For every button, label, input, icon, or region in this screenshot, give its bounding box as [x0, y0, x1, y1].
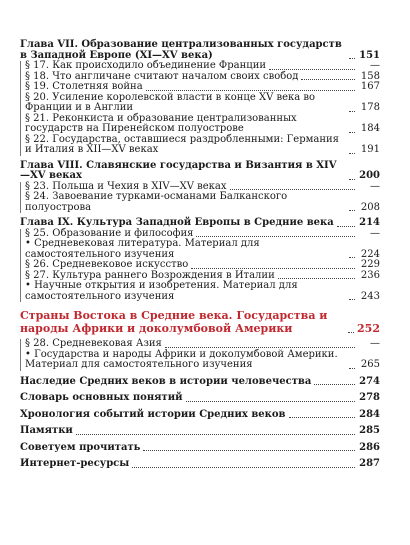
toc-item[interactable] — [23, 339, 380, 350]
item-title: § 21. Реконкиста и образование централизованных государств на Пиренейском полуострове — [25, 112, 297, 134]
toc-section-chapter-7 — [20, 40, 380, 156]
page-number: 284 — [359, 408, 380, 420]
page-number: 285 — [359, 425, 380, 436]
chapter-title: Глава IX. Культура Западной Европы в Средние века — [20, 217, 334, 228]
toc-section-chapter-9 — [20, 218, 380, 302]
chapter-title: Советуем прочитать — [20, 441, 141, 453]
chapter-title: Глава VIII. Славянские государства и Византия в XIV—XV веках — [20, 159, 337, 181]
toc-chapter-entry[interactable] — [20, 218, 380, 229]
page-number: 151 — [359, 49, 380, 61]
toc-item[interactable] — [23, 61, 380, 72]
toc-item[interactable] — [23, 192, 380, 213]
page-number: 208 — [360, 201, 380, 213]
page-number: 184 — [360, 123, 380, 134]
page-number: 278 — [359, 392, 380, 403]
item-title: § 22. Государства, оставшиеся раздробленными: Германия и Италия в XII—XV веках — [25, 133, 339, 155]
toc-item[interactable] — [23, 239, 380, 260]
leader-dots — [349, 257, 355, 258]
item-title: § 25. Образование и философия — [25, 227, 194, 239]
chapter-title: Интернет-ресурсы — [20, 458, 130, 469]
toc-item[interactable] — [23, 281, 380, 302]
chapter-title: Глава VII. Образование централизованных государств в Западной Европе (XI—XV века) — [20, 39, 342, 61]
page-number: — — [370, 60, 380, 71]
toc-item[interactable] — [23, 82, 380, 93]
leader-dots — [146, 90, 355, 91]
item-title: § 20. Усиление королевской власти в конце XV века во Франции и в Англии — [25, 91, 316, 113]
page-number: — — [370, 227, 380, 239]
leader-dots — [349, 58, 355, 59]
toc-items — [20, 61, 380, 156]
leader-dots — [230, 189, 355, 190]
page-number: 224 — [360, 248, 380, 260]
leader-dots — [301, 79, 355, 80]
leader-dots — [76, 434, 355, 435]
toc-section-east — [20, 310, 380, 371]
toc-items — [20, 229, 380, 303]
chapter-title: Памятки — [20, 425, 73, 436]
toc-chapter-entry[interactable] — [20, 426, 380, 437]
toc-section-chapter-8 — [20, 161, 380, 214]
leader-dots — [196, 236, 355, 237]
item-title: • Государства и народы Африки и доколумбовой Америки. Материал для самостоятельного изучения — [25, 348, 338, 370]
toc-chapter-entry[interactable] — [20, 40, 380, 61]
item-title: § 28. Средневековая Азия — [25, 338, 162, 349]
toc-items — [20, 182, 380, 214]
page-number: 252 — [357, 321, 380, 335]
page-number: 158 — [360, 70, 380, 82]
page-number: — — [370, 180, 380, 192]
toc-item[interactable] — [23, 93, 380, 114]
page-number: 287 — [359, 458, 380, 469]
toc-chapter-entry[interactable] — [20, 443, 380, 454]
toc-chapter-entry[interactable] — [20, 410, 380, 421]
page-number: 286 — [359, 441, 380, 453]
page-number: 274 — [359, 375, 380, 387]
leader-dots — [191, 268, 355, 269]
page-number: 167 — [360, 81, 380, 92]
item-title: § 24. Завоевание турками-османами Балканского полуострова — [25, 191, 288, 213]
toc-items — [20, 339, 380, 371]
leader-dots — [143, 450, 355, 451]
toc-chapter-entry[interactable] — [20, 393, 380, 404]
chapter-title: Страны Востока в Средние века. Государства и народы Африки и доколумбовой Америки — [20, 309, 328, 335]
table-of-contents — [20, 40, 380, 470]
page-number: 178 — [360, 102, 380, 113]
toc-chapter-entry[interactable] — [20, 459, 380, 470]
leader-dots — [349, 368, 355, 369]
toc-chapter-entry[interactable] — [20, 161, 380, 182]
item-title: • Научные открытия и изобретения. Материал для самостоятельного изучения — [25, 280, 298, 302]
item-title: § 17. Как происходило объединение Франции — [25, 60, 267, 71]
page-number: 200 — [359, 170, 380, 181]
leader-dots — [132, 467, 355, 468]
leader-dots — [349, 153, 355, 154]
leader-dots — [314, 384, 355, 385]
leader-dots — [186, 401, 355, 402]
item-title: § 19. Столетняя война — [25, 81, 143, 92]
item-title: § 27. Культура раннего Возрождения в Италии — [25, 269, 275, 281]
toc-chapter-entry[interactable] — [20, 310, 380, 335]
toc-item[interactable] — [23, 135, 380, 156]
chapter-title: Хронология событий истории Средних веков — [20, 408, 286, 420]
leader-dots — [349, 111, 355, 112]
item-title: § 26. Средневековое искусство — [25, 259, 189, 270]
page-number: — — [370, 338, 380, 349]
item-title: § 23. Польша и Чехия в XIV—XV веках — [25, 180, 227, 192]
chapter-title: Словарь основных понятий — [20, 392, 183, 403]
toc-chapter-entry[interactable] — [20, 377, 380, 388]
page-number: 236 — [360, 269, 380, 281]
item-title: § 18. Что англичане считают началом своих свобод — [25, 70, 299, 82]
item-title: • Средневековая литература. Материал для самостоятельного изучения — [25, 238, 260, 260]
page-number: 229 — [360, 259, 380, 270]
page-number: 191 — [360, 144, 380, 155]
leader-dots — [289, 417, 356, 418]
leader-dots — [165, 347, 355, 348]
leader-dots — [349, 132, 355, 133]
page-number: 214 — [359, 217, 380, 228]
leader-dots — [349, 179, 355, 180]
page-number: 265 — [360, 359, 380, 370]
toc-item[interactable] — [23, 260, 380, 271]
toc-item[interactable] — [23, 350, 380, 371]
toc-tail — [20, 377, 380, 470]
leader-dots — [349, 299, 355, 300]
toc-item[interactable] — [23, 114, 380, 135]
leader-dots — [348, 332, 354, 333]
leader-dots — [278, 278, 355, 279]
leader-dots — [269, 69, 355, 70]
page-number: 243 — [360, 290, 380, 302]
leader-dots — [349, 210, 355, 211]
leader-dots — [337, 226, 355, 227]
chapter-title: Наследие Средних веков в истории человечества — [20, 375, 312, 387]
